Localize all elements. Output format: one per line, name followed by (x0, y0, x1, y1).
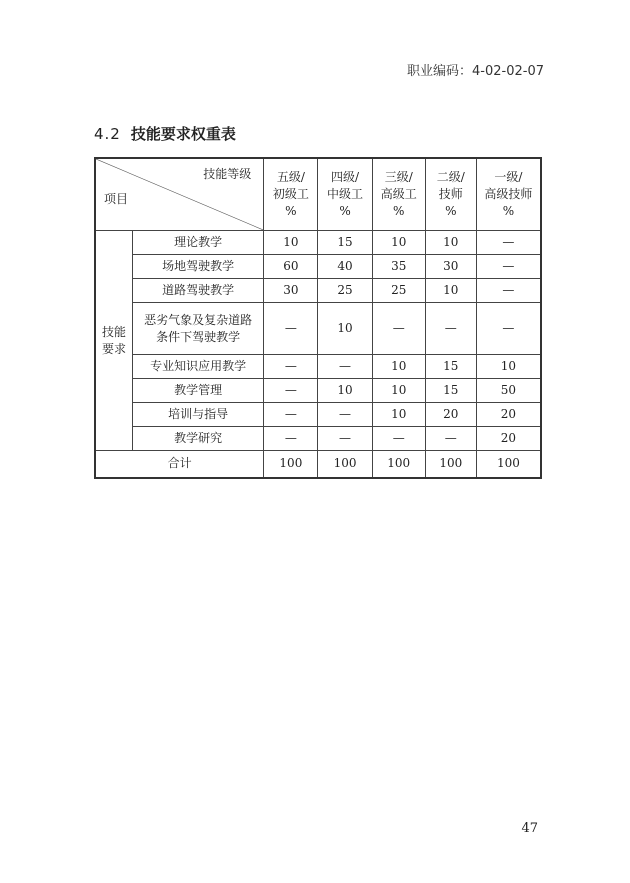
table-cell: 10 (372, 379, 425, 403)
corner-level-label: 技能等级 (203, 167, 252, 181)
table-cell: 10 (372, 403, 425, 427)
table-cell: — (264, 427, 318, 451)
table-row (95, 279, 541, 303)
row-item-label: 道路驾驶教学 (133, 279, 264, 303)
total-label: 合计 (95, 451, 264, 478)
row-item-label: 培训与指导 (133, 403, 264, 427)
table-cell: — (264, 379, 318, 403)
table-cell: 50 (476, 379, 541, 403)
table-cell: 10 (425, 231, 476, 255)
row-item-label: 场地驾驶教学 (133, 255, 264, 279)
table-cell: — (264, 303, 318, 355)
table-cell: 30 (425, 255, 476, 279)
level-header-3: 三级/ 高级工 % (372, 158, 425, 231)
table-row (95, 379, 541, 403)
table-cell: — (476, 303, 541, 355)
table-row (95, 403, 541, 427)
total-row (95, 451, 541, 478)
table-cell: 20 (425, 403, 476, 427)
table-cell: 10 (318, 379, 372, 403)
table-cell: 25 (372, 279, 425, 303)
table-row (95, 231, 541, 255)
table-cell: — (476, 279, 541, 303)
occupation-code: 职业编码：4-02-02-07 (407, 64, 544, 79)
skill-requirement-group-label: 技能 要求 (95, 231, 133, 451)
table-cell: — (372, 303, 425, 355)
corner-item-label: 项目 (104, 192, 129, 206)
table-row (95, 355, 541, 379)
table-cell: 10 (318, 303, 372, 355)
level-header-4: 四级/ 中级工 % (318, 158, 372, 231)
total-cell: 100 (264, 451, 318, 478)
table-cell: 35 (372, 255, 425, 279)
table-cell: 20 (476, 403, 541, 427)
section-title-text: 技能要求权重表 (130, 125, 236, 143)
level-header-2: 二级/ 技师 % (425, 158, 476, 231)
page-number: 47 (521, 821, 538, 836)
total-cell: 100 (425, 451, 476, 478)
table-cell: 30 (264, 279, 318, 303)
table-cell: 10 (372, 355, 425, 379)
row-item-label: 专业知识应用教学 (133, 355, 264, 379)
level-header-5: 五级/ 初级工 % (264, 158, 318, 231)
table-cell: — (264, 355, 318, 379)
table-cell: — (476, 231, 541, 255)
level-header-1: 一级/ 高级技师 % (476, 158, 541, 231)
table-cell: 10 (476, 355, 541, 379)
section-heading (94, 123, 236, 144)
table-cell: 40 (318, 255, 372, 279)
table-cell: 10 (372, 231, 425, 255)
table-cell: — (425, 427, 476, 451)
total-cell: 100 (372, 451, 425, 478)
row-item-label: 教学研究 (133, 427, 264, 451)
table-cell: — (318, 427, 372, 451)
table-cell: — (318, 403, 372, 427)
row-item-label: 教学管理 (133, 379, 264, 403)
table-cell: 20 (476, 427, 541, 451)
skill-weight-table (94, 157, 542, 479)
section-number: 4.2 (94, 125, 121, 143)
table-row (95, 303, 541, 355)
table-cell: 15 (318, 231, 372, 255)
total-cell: 100 (318, 451, 372, 478)
total-cell: 100 (476, 451, 541, 478)
table-cell: 15 (425, 379, 476, 403)
table-row (95, 255, 541, 279)
table-cell: 60 (264, 255, 318, 279)
table-cell: — (476, 255, 541, 279)
table-cell: — (318, 355, 372, 379)
table-cell: 15 (425, 355, 476, 379)
table-cell: — (264, 403, 318, 427)
row-item-label: 恶劣气象及复杂道路 条件下驾驶教学 (133, 303, 264, 355)
corner-header-cell (95, 158, 264, 231)
table-cell: 25 (318, 279, 372, 303)
table-cell: — (372, 427, 425, 451)
table-cell: 10 (425, 279, 476, 303)
table-cell: — (425, 303, 476, 355)
table-header-row (95, 158, 541, 231)
table-row (95, 427, 541, 451)
row-item-label: 理论教学 (133, 231, 264, 255)
table-cell: 10 (264, 231, 318, 255)
